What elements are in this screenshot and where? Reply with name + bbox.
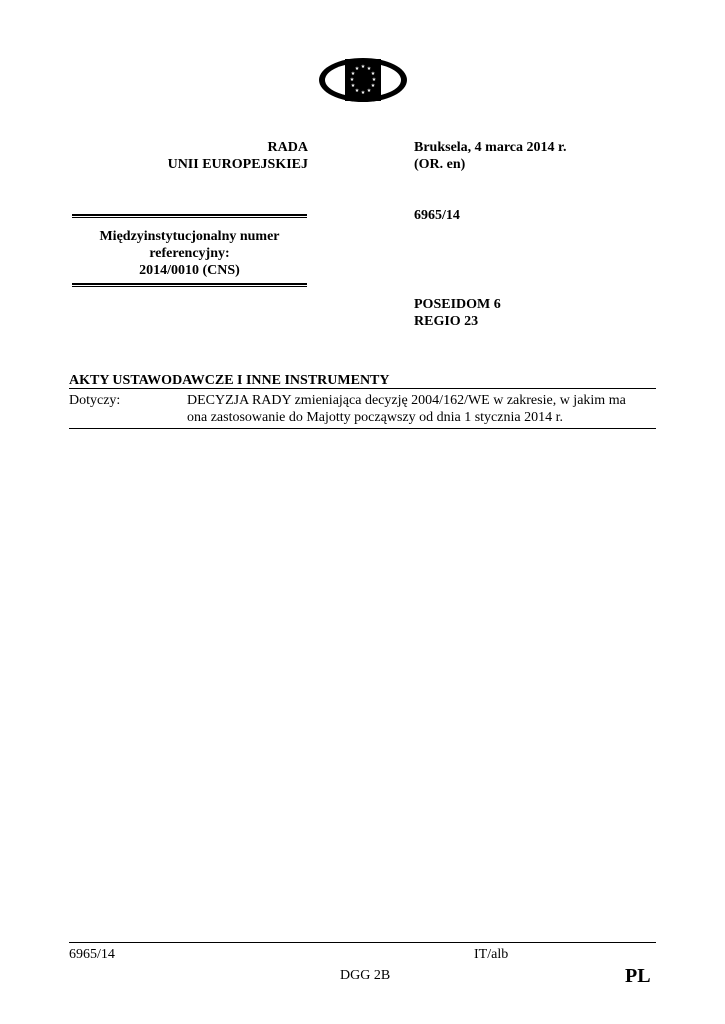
subject-line1: DECYZJA RADY zmieniająca decyzję 2004/162/WE w zakresie, w jakim ma [187, 393, 626, 408]
subject-label: Dotyczy: [69, 393, 121, 408]
footer-language: PL [625, 965, 651, 987]
place-date: Bruksela, 4 marca 2014 r. [414, 140, 567, 155]
divider-bottom [72, 283, 307, 287]
footer-initials: IT/alb [474, 947, 509, 962]
svg-text:★: ★ [350, 83, 356, 89]
code-regio: REGIO 23 [414, 314, 479, 329]
svg-text:★: ★ [350, 71, 356, 77]
svg-text:★: ★ [370, 71, 376, 77]
original-language: (OR. en) [414, 157, 466, 172]
council-name-line2: UNII EUROPEJSKIEJ [167, 157, 308, 172]
section-rule [69, 388, 656, 389]
footer-dg: DGG 2B [340, 968, 391, 983]
footer-rule [69, 942, 656, 943]
svg-text:★: ★ [354, 88, 360, 94]
subject-line2: ona zastosowanie do Majotty począwszy od dnia 1 stycznia 2014 r. [187, 410, 563, 425]
footer-doc-number: 6965/14 [69, 947, 115, 962]
subject-rule [69, 428, 656, 429]
ref-label-line2: referencyjny: [149, 246, 230, 261]
svg-text:★: ★ [366, 88, 372, 94]
ref-number: 2014/0010 (CNS) [139, 263, 240, 278]
svg-text:★: ★ [370, 83, 376, 89]
svg-text:★: ★ [371, 77, 377, 83]
svg-text:★: ★ [360, 64, 366, 70]
divider-top [72, 214, 307, 218]
section-title: AKTY USTAWODAWCZE I INNE INSTRUMENTY [69, 373, 390, 388]
ref-label-line1: Międzyinstytucjonalny numer [99, 229, 280, 244]
svg-text:★: ★ [349, 77, 355, 83]
council-name-line1: RADA [267, 140, 308, 155]
svg-text:★: ★ [354, 66, 360, 72]
council-logo [318, 56, 408, 104]
doc-number: 6965/14 [414, 208, 460, 223]
svg-text:★: ★ [360, 90, 366, 96]
svg-text:★: ★ [366, 66, 372, 72]
code-poseidom: POSEIDOM 6 [414, 297, 501, 312]
